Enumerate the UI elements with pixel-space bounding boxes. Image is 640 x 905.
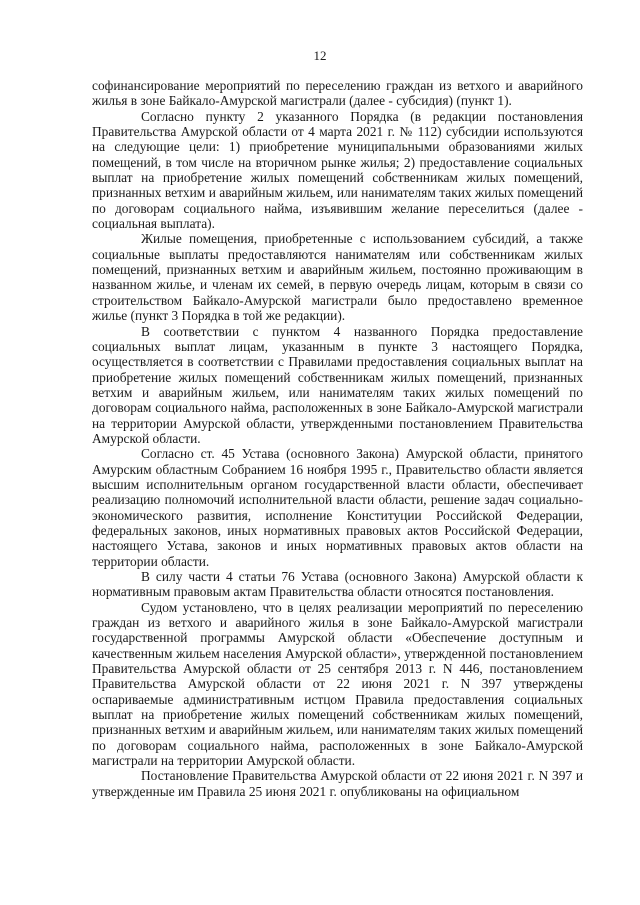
page-number: 12 xyxy=(313,48,327,63)
paragraph: Согласно ст. 45 Устава (основного Закона) Амурской области, принятого Амурским областным Собранием 16 ноября 1995 г., Правительство области является высшим исполнительным органом государственной власти области, обеспечивает реализацию полномочий исполнительной власти области, решение задач социально-экономического развития, исполнение Конституции Российской Федерации, федеральных законов, иных нормативных правовых актов Российской Федерации, настоящего Устава, законов и иных нормативных правовых актов области на территории области. xyxy=(92,446,583,569)
paragraph: Согласно пункту 2 указанного Порядка (в редакции постановления Правительства Амурской области от 4 марта 2021 г. № 112) субсидии используются на следующие цели: 1) приобретение муниципальными образованиями жилых помещений, в том числе на вторичном рынке жилья; 2) предоставление социальных выплат на приобретение жилых помещений собственникам жилых помещений, признанных ветхим и аварийным жильем, или нанимателям таких жилых помещений по договорам социального найма, изъявившим желание переселиться (далее - социальная выплата). xyxy=(92,108,583,232)
paragraph: Жилые помещения, приобретенные с использованием субсидий, а также социальные выплаты предоставляются нанимателям или собственникам жилых помещений, признанных ветхим и аварийным жильем, постоянно проживающим в названном жилье, и членам их семей, в первую очередь лицам, которым в связи со строительством Байкало-Амурской магистрали было предоставлено временное жилье (пункт 3 Порядка в той же редакции). xyxy=(92,231,583,324)
paragraph: В силу части 4 статьи 76 Устава (основного Закона) Амурской области к нормативным правовым актам Правительства области относятся постановления. xyxy=(92,569,583,600)
paragraph: Судом установлено, что в целях реализации мероприятий по переселению граждан из ветхого и аварийного жилья в зоне Байкало-Амурской магистрали государственной программы Амурской области «Обеспечение доступным и качественным жильем населения Амурской области», утвержденной постановлением Правительства Амурской области от 25 сентября 2013 г. N 446, постановлением Правительства Амурской области от 22 июня 2021 г. N 397 утверждены оспариваемые административным истцом Правила предоставления социальных выплат на приобретение жилых помещений собственникам жилых помещений, признанных ветхим и аварийным жильем, или нанимателям таких жилых помещений по договорам социального найма, расположенных в зоне Байкало-Амурской магистрали на территории Амурской области. xyxy=(92,599,583,769)
document-body xyxy=(92,78,583,799)
paragraph: Постановление Правительства Амурской области от 22 июня 2021 г. N 397 и утвержденные им Правила 25 июня 2021 г. опубликованы на официальном xyxy=(92,768,583,799)
paragraph: софинансирование мероприятий по переселению граждан из ветхого и аварийного жилья в зоне Байкало-Амурской магистрали (далее - субсидия) (пункт 1). xyxy=(92,78,583,109)
paragraph: В соответствии с пунктом 4 названного Порядка предоставление социальных выплат лицам, указанным в пункте 3 настоящего Порядка, осуществляется в соответствии с Правилами предоставления социальных выплат на приобретение жилых помещений собственникам жилых помещений, признанных ветхим и аварийным жильем, или нанимателям таких жилых помещений по договорам социального найма, расположенных в зоне Байкало-Амурской магистрали на территории Амурской области, утвержденными постановлением Правительства Амурской области. xyxy=(92,323,583,446)
